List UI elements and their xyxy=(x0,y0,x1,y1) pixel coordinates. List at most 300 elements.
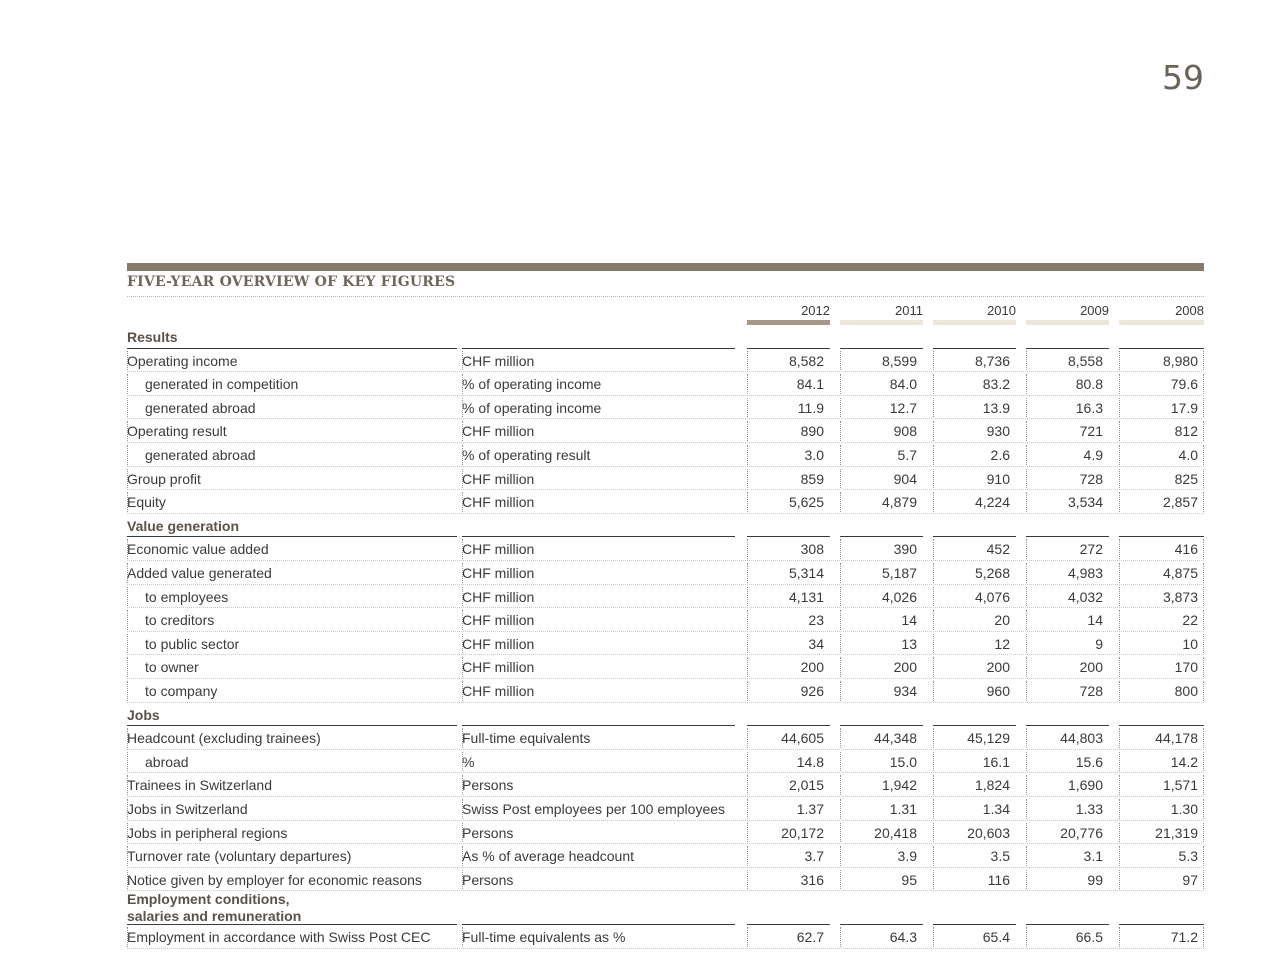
value-cell: 45,129 xyxy=(967,730,1010,747)
column-divider xyxy=(1026,469,1027,489)
column-divider xyxy=(933,634,934,654)
column-divider xyxy=(462,823,463,843)
row-unit: Full-time equivalents xyxy=(462,730,591,747)
value-cell: 22 xyxy=(1182,612,1198,629)
column-divider xyxy=(1203,563,1204,583)
value-cell: 4,026 xyxy=(881,588,917,605)
row-unit: % xyxy=(462,753,475,770)
column-divider xyxy=(1026,445,1027,465)
column-divider xyxy=(1119,445,1120,465)
column-divider xyxy=(1026,870,1027,890)
column-divider xyxy=(1119,539,1120,559)
value-cell: 16.3 xyxy=(1075,399,1103,416)
column-divider xyxy=(127,870,128,890)
column-divider xyxy=(747,374,748,394)
table-row xyxy=(127,443,1204,467)
table-row xyxy=(127,419,1204,443)
row-label: to company xyxy=(145,683,218,699)
row-label: Operating result xyxy=(127,423,227,440)
column-divider xyxy=(933,563,934,583)
value-cell: 812 xyxy=(1174,423,1198,440)
column-divider xyxy=(1119,492,1120,512)
row-label: Economic value added xyxy=(127,541,269,558)
column-divider xyxy=(747,681,748,701)
column-divider xyxy=(840,539,841,559)
value-cell: 20,603 xyxy=(967,824,1010,841)
column-divider xyxy=(1203,927,1204,947)
column-divider xyxy=(1203,681,1204,701)
column-divider xyxy=(933,398,934,418)
row-label: to employees xyxy=(145,588,229,605)
value-cell: 116 xyxy=(987,871,1010,888)
row-label: to owner xyxy=(145,659,199,676)
column-divider xyxy=(1026,752,1027,772)
value-cell: 721 xyxy=(1079,423,1103,440)
column-divider xyxy=(840,398,841,418)
year-header: 2008 xyxy=(1175,303,1204,318)
column-divider xyxy=(127,492,128,512)
column-divider xyxy=(127,728,128,748)
table-row xyxy=(127,679,1204,703)
top-rule xyxy=(127,263,1204,271)
value-cell: 200 xyxy=(800,659,824,676)
column-divider xyxy=(462,587,463,607)
column-divider xyxy=(127,351,128,371)
column-divider xyxy=(462,775,463,795)
column-divider xyxy=(1026,563,1027,583)
column-divider xyxy=(462,927,463,947)
value-cell: 64.3 xyxy=(889,929,917,946)
column-divider xyxy=(1119,846,1120,866)
row-label: generated abroad xyxy=(145,399,256,416)
column-divider xyxy=(127,563,128,583)
table-title: FIVE-YEAR OVERVIEW OF KEY FIGURES xyxy=(127,274,456,290)
table-row xyxy=(127,925,1204,949)
value-cell: 1,824 xyxy=(974,777,1010,794)
column-divider xyxy=(840,657,841,677)
column-divider xyxy=(462,846,463,866)
column-divider xyxy=(747,657,748,677)
value-cell: 14 xyxy=(1087,612,1103,629)
value-cell: 71.2 xyxy=(1170,929,1198,946)
value-cell: 84.0 xyxy=(889,376,917,393)
column-divider xyxy=(1203,823,1204,843)
column-divider xyxy=(840,799,841,819)
value-cell: 4,224 xyxy=(974,494,1010,511)
row-divider xyxy=(127,948,1204,949)
table-row xyxy=(127,797,1204,821)
row-label: Headcount (excluding trainees) xyxy=(127,730,321,747)
column-divider xyxy=(127,610,128,630)
column-divider xyxy=(462,799,463,819)
column-divider xyxy=(1119,634,1120,654)
column-divider xyxy=(462,563,463,583)
value-cell: 20,172 xyxy=(781,824,824,841)
column-divider xyxy=(1203,374,1204,394)
value-cell: 8,558 xyxy=(1067,352,1103,369)
section-header xyxy=(127,325,1204,349)
column-divider xyxy=(127,823,128,843)
column-divider xyxy=(747,398,748,418)
value-cell: 910 xyxy=(986,470,1010,487)
column-divider xyxy=(1026,374,1027,394)
value-cell: 859 xyxy=(800,470,824,487)
column-divider xyxy=(1203,539,1204,559)
column-divider xyxy=(933,351,934,371)
value-cell: 1,690 xyxy=(1067,777,1103,794)
value-cell: 1.30 xyxy=(1170,801,1198,817)
column-divider xyxy=(1203,870,1204,890)
column-divider xyxy=(1026,927,1027,947)
column-divider xyxy=(1119,799,1120,819)
value-cell: 14.2 xyxy=(1170,753,1198,770)
value-cell: 4,875 xyxy=(1162,565,1198,581)
column-divider xyxy=(840,634,841,654)
value-cell: 4.0 xyxy=(1178,447,1198,463)
value-cell: 4,131 xyxy=(788,588,824,605)
value-cell: 3.9 xyxy=(897,848,917,865)
column-divider xyxy=(1119,421,1120,441)
row-label: to creditors xyxy=(145,612,215,629)
column-divider xyxy=(840,728,841,748)
column-divider xyxy=(1119,752,1120,772)
column-divider xyxy=(1026,799,1027,819)
table-row xyxy=(127,726,1204,750)
value-cell: 5.7 xyxy=(897,447,917,463)
column-divider xyxy=(840,374,841,394)
value-cell: 3.5 xyxy=(990,848,1010,865)
column-divider xyxy=(840,445,841,465)
value-cell: 1.34 xyxy=(982,801,1010,817)
column-divider xyxy=(933,445,934,465)
column-divider xyxy=(1203,799,1204,819)
table-row xyxy=(127,396,1204,420)
column-divider xyxy=(1203,421,1204,441)
value-cell: 1,571 xyxy=(1162,777,1198,794)
column-divider xyxy=(462,870,463,890)
column-divider xyxy=(840,823,841,843)
section-title: Jobs xyxy=(127,706,160,723)
column-divider xyxy=(1203,445,1204,465)
column-divider xyxy=(462,610,463,630)
value-cell: 8,582 xyxy=(788,352,824,369)
value-cell: 62.7 xyxy=(796,929,824,946)
table-row xyxy=(127,844,1204,868)
column-divider xyxy=(1026,539,1027,559)
value-cell: 200 xyxy=(1079,659,1103,676)
value-cell: 97 xyxy=(1182,871,1198,888)
column-divider xyxy=(933,752,934,772)
row-unit: CHF million xyxy=(462,470,535,487)
column-divider xyxy=(747,799,748,819)
value-cell: 44,605 xyxy=(781,730,824,747)
value-cell: 904 xyxy=(893,470,917,487)
column-divider xyxy=(747,927,748,947)
row-unit: Swiss Post employees per 100 employees xyxy=(462,801,726,817)
value-cell: 930 xyxy=(986,423,1010,440)
row-label: Employment in accordance with Swiss Post CEC xyxy=(127,929,431,946)
column-divider xyxy=(1203,752,1204,772)
row-unit: Persons xyxy=(462,824,514,841)
column-divider xyxy=(462,469,463,489)
column-divider xyxy=(1026,681,1027,701)
value-cell: 79.6 xyxy=(1170,376,1198,393)
column-divider xyxy=(1026,610,1027,630)
value-cell: 14.8 xyxy=(796,753,824,770)
value-cell: 272 xyxy=(1079,541,1103,558)
row-label: abroad xyxy=(145,753,189,770)
column-divider xyxy=(127,421,128,441)
column-divider xyxy=(933,657,934,677)
column-divider xyxy=(933,870,934,890)
column-divider xyxy=(840,681,841,701)
value-cell: 8,736 xyxy=(974,352,1010,369)
column-divider xyxy=(1203,351,1204,371)
column-divider xyxy=(127,374,128,394)
column-divider xyxy=(1203,492,1204,512)
table-row xyxy=(127,490,1204,514)
column-divider xyxy=(127,539,128,559)
value-cell: 4,983 xyxy=(1067,565,1103,581)
column-divider xyxy=(1203,634,1204,654)
column-divider xyxy=(1203,398,1204,418)
column-divider xyxy=(127,681,128,701)
column-divider xyxy=(462,728,463,748)
column-divider xyxy=(1203,657,1204,677)
value-cell: 4,032 xyxy=(1067,588,1103,605)
value-cell: 200 xyxy=(893,659,917,676)
column-divider xyxy=(840,752,841,772)
column-divider xyxy=(933,927,934,947)
value-cell: 728 xyxy=(1079,683,1103,699)
column-divider xyxy=(127,752,128,772)
row-label: Trainees in Switzerland xyxy=(127,777,272,794)
value-cell: 825 xyxy=(1174,470,1198,487)
column-divider xyxy=(1119,563,1120,583)
column-divider xyxy=(1026,492,1027,512)
value-cell: 1,942 xyxy=(881,777,917,794)
column-divider xyxy=(462,657,463,677)
column-divider xyxy=(1119,610,1120,630)
table-row xyxy=(127,773,1204,797)
value-cell: 452 xyxy=(986,541,1010,558)
column-divider xyxy=(1203,728,1204,748)
column-divider xyxy=(1026,823,1027,843)
row-unit: CHF million xyxy=(462,659,535,676)
value-cell: 1.37 xyxy=(796,801,824,817)
row-label: generated abroad xyxy=(145,447,256,463)
column-divider xyxy=(1203,587,1204,607)
column-divider xyxy=(1119,775,1120,795)
value-cell: 200 xyxy=(986,659,1010,676)
row-label: Notice given by employer for economic reasons xyxy=(127,871,422,888)
column-divider xyxy=(933,799,934,819)
value-cell: 44,348 xyxy=(874,730,917,747)
column-divider xyxy=(127,587,128,607)
value-cell: 2.6 xyxy=(990,447,1010,463)
column-divider xyxy=(1026,351,1027,371)
row-label: Jobs in peripheral regions xyxy=(127,824,288,841)
value-cell: 5,314 xyxy=(788,565,824,581)
value-cell: 728 xyxy=(1079,470,1103,487)
column-divider xyxy=(747,610,748,630)
value-cell: 44,178 xyxy=(1155,730,1198,747)
table-row xyxy=(127,585,1204,609)
column-divider xyxy=(1119,823,1120,843)
section-header xyxy=(127,891,1204,925)
row-unit: % of operating income xyxy=(462,399,602,416)
value-cell: 5,187 xyxy=(881,565,917,581)
column-divider xyxy=(747,563,748,583)
value-cell: 15.0 xyxy=(889,753,917,770)
section-title: Results xyxy=(127,329,178,345)
value-cell: 416 xyxy=(1174,541,1198,558)
value-cell: 10 xyxy=(1182,635,1198,652)
row-label: Turnover rate (voluntary departures) xyxy=(127,848,352,865)
table-row xyxy=(127,655,1204,679)
value-cell: 3.7 xyxy=(804,848,824,865)
column-divider xyxy=(933,469,934,489)
section-title: Employment conditions, salaries and remuneration xyxy=(127,891,302,925)
row-unit: % of operating result xyxy=(462,447,591,463)
value-cell: 12 xyxy=(994,635,1010,652)
row-label: Group profit xyxy=(127,470,201,487)
column-divider xyxy=(747,469,748,489)
value-cell: 3,873 xyxy=(1162,588,1198,605)
column-divider xyxy=(1119,469,1120,489)
value-cell: 80.8 xyxy=(1075,376,1103,393)
value-cell: 13 xyxy=(901,635,917,652)
column-divider xyxy=(462,374,463,394)
column-divider xyxy=(1026,398,1027,418)
table-row xyxy=(127,868,1204,892)
row-label: Equity xyxy=(127,494,166,511)
column-divider xyxy=(747,587,748,607)
column-divider xyxy=(840,492,841,512)
column-divider xyxy=(1203,610,1204,630)
table-row xyxy=(127,750,1204,774)
column-divider xyxy=(1203,469,1204,489)
value-cell: 3.1 xyxy=(1083,848,1103,865)
row-label: Added value generated xyxy=(127,565,272,581)
column-divider xyxy=(127,846,128,866)
column-divider xyxy=(747,728,748,748)
column-divider xyxy=(840,469,841,489)
value-cell: 11.9 xyxy=(797,399,824,416)
column-divider xyxy=(1119,374,1120,394)
column-divider xyxy=(747,421,748,441)
title-divider xyxy=(127,296,1204,297)
value-cell: 1.33 xyxy=(1075,801,1103,817)
section-header xyxy=(127,514,1204,538)
value-cell: 4,076 xyxy=(974,588,1010,605)
column-divider xyxy=(840,351,841,371)
column-divider xyxy=(840,870,841,890)
column-divider xyxy=(747,823,748,843)
value-cell: 908 xyxy=(893,423,917,440)
column-divider xyxy=(127,799,128,819)
column-divider xyxy=(747,870,748,890)
column-divider xyxy=(840,927,841,947)
value-cell: 13.9 xyxy=(982,399,1010,416)
column-divider xyxy=(1026,634,1027,654)
table-row xyxy=(127,821,1204,845)
column-divider xyxy=(127,445,128,465)
value-cell: 2,857 xyxy=(1162,494,1198,511)
row-unit: CHF million xyxy=(462,588,535,605)
column-divider xyxy=(1026,846,1027,866)
column-divider xyxy=(747,752,748,772)
column-divider xyxy=(747,634,748,654)
column-divider xyxy=(840,775,841,795)
column-divider xyxy=(933,587,934,607)
column-divider xyxy=(1119,587,1120,607)
column-divider xyxy=(1119,728,1120,748)
year-header: 2010 xyxy=(987,303,1016,318)
column-divider xyxy=(1026,587,1027,607)
section-header xyxy=(127,703,1204,727)
value-cell: 960 xyxy=(986,683,1010,699)
row-unit: Persons xyxy=(462,777,514,794)
value-cell: 5.3 xyxy=(1178,848,1198,865)
value-cell: 14 xyxy=(901,612,917,629)
value-cell: 390 xyxy=(893,541,917,558)
column-divider xyxy=(127,398,128,418)
value-cell: 8,599 xyxy=(881,352,917,369)
value-cell: 1.31 xyxy=(889,801,917,817)
value-cell: 3.0 xyxy=(804,447,824,463)
row-label: to public sector xyxy=(145,635,240,652)
column-divider xyxy=(933,374,934,394)
column-divider xyxy=(747,846,748,866)
column-divider xyxy=(933,846,934,866)
column-divider xyxy=(933,775,934,795)
row-unit: CHF million xyxy=(462,565,535,581)
value-cell: 23 xyxy=(808,612,824,629)
column-divider xyxy=(1026,775,1027,795)
column-divider xyxy=(462,539,463,559)
row-unit: As % of average headcount xyxy=(462,848,635,865)
value-cell: 308 xyxy=(800,541,824,558)
column-divider xyxy=(1119,927,1120,947)
column-divider xyxy=(1026,421,1027,441)
row-unit: Full-time equivalents as % xyxy=(462,929,626,946)
row-unit: CHF million xyxy=(462,612,535,629)
value-cell: 926 xyxy=(800,683,824,699)
column-divider xyxy=(933,681,934,701)
table-row xyxy=(127,608,1204,632)
row-unit: CHF million xyxy=(462,541,535,558)
value-cell: 15.6 xyxy=(1075,753,1103,770)
value-cell: 65.4 xyxy=(982,929,1010,946)
value-cell: 4.9 xyxy=(1083,447,1103,463)
column-divider xyxy=(127,927,128,947)
column-divider xyxy=(933,539,934,559)
row-unit: CHF million xyxy=(462,494,535,511)
column-divider xyxy=(127,657,128,677)
row-unit: Persons xyxy=(462,871,514,888)
column-divider xyxy=(840,846,841,866)
column-divider xyxy=(840,563,841,583)
column-divider xyxy=(933,421,934,441)
column-divider xyxy=(840,421,841,441)
value-cell: 3,534 xyxy=(1067,494,1103,511)
column-divider xyxy=(1026,657,1027,677)
column-divider xyxy=(933,728,934,748)
column-divider xyxy=(462,634,463,654)
table-row xyxy=(127,537,1204,561)
value-cell: 20,776 xyxy=(1060,824,1103,841)
